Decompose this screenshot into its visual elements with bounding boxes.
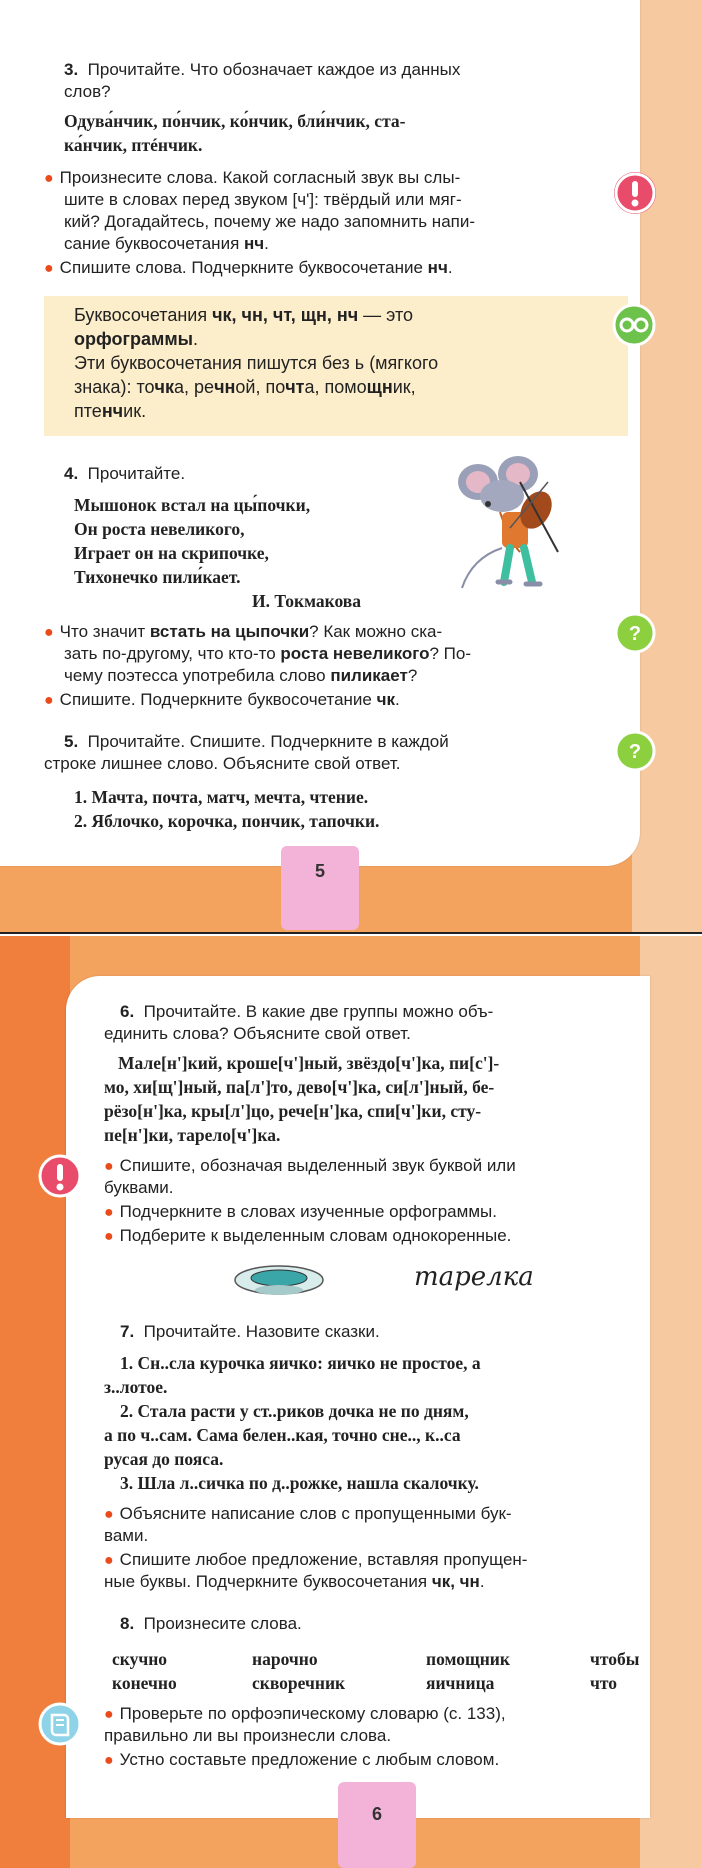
ex6-words-line1: Мале[н']кий, кроше[ч']ный, звёздо[ч']ка, пи[с']- xyxy=(118,1053,500,1073)
ex3-prompt-line1: 3. Прочитайте. Что обозначает каждое из данных xyxy=(64,60,461,79)
ex3-bullet1-line4: сание буквосочетания нч. xyxy=(64,234,269,253)
page-number: 6 xyxy=(338,1782,416,1868)
ex6-bullet1-line2: буквами. xyxy=(104,1178,174,1197)
ex4-bullet2: ● Спишите. Подчеркните буквосочетание чк. xyxy=(44,690,400,709)
rule-line4: знака): точка, речной, почта, помощник, xyxy=(74,377,416,397)
bullet-dot: ● xyxy=(44,170,54,187)
ex4-bullet1-line3: чему поэтесса употребила слово пиликает? xyxy=(64,666,418,685)
ex6-prompt-line1: 6. Прочитайте. В какие две группы можно объ- xyxy=(120,1002,494,1021)
ex7-s2-line1: 2. Стала расти у ст..риков дочка не по дням, xyxy=(120,1401,469,1421)
bullet-dot: ● xyxy=(44,692,54,709)
ex8-col1-word1: скучно xyxy=(112,1649,168,1669)
ex5-item-1: 1. Мачта, почта, матч, мечта, чтение. xyxy=(74,787,369,807)
ex7-s3: 3. Шла л..сичка по д..рожке, нашла скалочку. xyxy=(120,1473,479,1493)
question-icon xyxy=(614,612,656,654)
ex6-bullet3: ● Подберите к выделенным словам однокоренные. xyxy=(104,1226,512,1245)
handwritten-word: тарелка xyxy=(414,1262,534,1292)
ex8-bullet1-line1: ● Проверьте по орфоэпическому словарю (с. 133), xyxy=(104,1704,506,1723)
bullet-dot: ● xyxy=(44,624,54,641)
ex8-prompt: 8. Произнесите слова. xyxy=(120,1614,302,1633)
bullet-dot: ● xyxy=(104,1228,114,1245)
svg-text:?: ? xyxy=(628,741,642,763)
ex3-prompt-line2: слов? xyxy=(64,82,111,101)
ex3-bullet1-line2: шите в словах перед звуком [ч']: твёрдый или мяг- xyxy=(64,190,462,209)
ex8-bullet1-line2: правильно ли вы произнесли слова. xyxy=(104,1726,392,1745)
ex5-prompt-line1: 5. Прочитайте. Спишите. Подчеркните в каждой xyxy=(64,732,449,751)
dictionary-icon xyxy=(38,1702,80,1744)
bullet-dot: ● xyxy=(104,1158,114,1175)
ex6-words-line4: пе[н']ки, тарело[ч']ка. xyxy=(104,1125,281,1145)
ex3-bullet1-line1: ● Произнесите слова. Какой согласный звук вы слы- xyxy=(44,168,461,187)
ex5-prompt-line2: строке лишнее слово. Объясните свой ответ. xyxy=(44,754,401,773)
ex6-bullet2: ● Подчеркните в словах изученные орфограммы. xyxy=(104,1202,497,1221)
ex3-words-line2: ка́нчик, птéнчик. xyxy=(64,135,203,155)
ex7-bullet2-line1: ● Спишите любое предложение, вставляя пропущен- xyxy=(104,1550,528,1569)
bullet-dot: ● xyxy=(44,260,54,277)
ex6-prompt-line2: единить слова? Объясните свой ответ. xyxy=(104,1024,411,1043)
ex8-bullet2: ● Устно составьте предложение с любым словом. xyxy=(104,1750,500,1769)
ex7-bullet2-line2: ные буквы. Подчеркните буквосочетания чк, чн. xyxy=(104,1572,485,1591)
ex3-bullet1-line3: кий? Догадайтесь, почему же надо запомнить напи- xyxy=(64,212,476,231)
poem-line-3: Играет он на скрипочке, xyxy=(74,543,269,563)
rule-line5: птенчик. xyxy=(74,401,147,421)
rule-memo-icon xyxy=(612,303,654,345)
bullet-dot: ● xyxy=(104,1552,114,1569)
bullet-dot: ● xyxy=(104,1706,114,1723)
ex8-col4-word1: чтобы xyxy=(590,1649,640,1669)
ex8-col2-word1: нарочно xyxy=(252,1649,318,1669)
mouse-violin-illustration xyxy=(440,452,590,597)
page-6 xyxy=(0,936,702,1868)
poem-line-2: Он роста невеликого, xyxy=(74,519,245,539)
ex4-bullet1-line2: зать по-другому, что кто-то роста невеликого? По- xyxy=(64,644,471,663)
ex5-item-2: 2. Яблочко, корочка, пончик, тапочки. xyxy=(74,811,380,831)
rule-line2: орфограммы. xyxy=(74,329,199,349)
poem-author: И. Токмакова xyxy=(252,591,361,611)
ex4-prompt: 4. Прочитайте. xyxy=(64,464,186,483)
ex7-bullet1-line2: вами. xyxy=(104,1526,149,1545)
ex6-words-line3: рёзо[н']ка, кры[л']цо, рече[н']ка, спи[ч']ки, сту- xyxy=(104,1101,482,1121)
poem-line-1: Мышонок встал на цы́почки, xyxy=(74,495,311,515)
ex8-col3-word2: яичница xyxy=(426,1673,495,1693)
ex7-s2-line2: а по ч..сам. Сама белен..кая, точно сне.., к..са xyxy=(104,1425,461,1445)
question-icon xyxy=(614,730,656,772)
ex7-prompt: 7. Прочитайте. Назовите сказки. xyxy=(120,1322,380,1341)
ex8-col1-word2: конечно xyxy=(112,1673,177,1693)
rule-line3: Эти буквосочетания пишутся без ь (мягкого xyxy=(74,353,439,373)
svg-text:?: ? xyxy=(628,623,642,645)
ex7-s2-line3: русая до пояса. xyxy=(104,1449,224,1469)
ex3-words-line1: Одува́нчик, по́нчик, ко́нчик, бли́нчик, ста- xyxy=(64,111,406,131)
ex7-bullet1-line1: ● Объясните написание слов с пропущенными бук- xyxy=(104,1504,512,1523)
bullet-dot: ● xyxy=(104,1752,114,1769)
attention-icon xyxy=(614,172,656,214)
ex8-col2-word2: скворечник xyxy=(252,1673,346,1693)
poem-line-4: Тихонечко пили́кает. xyxy=(74,567,241,587)
bullet-dot: ● xyxy=(104,1506,114,1523)
plate-illustration xyxy=(232,1256,326,1300)
right-margin-strip xyxy=(632,0,702,932)
ex6-words-line2: мо, хи[щ']ный, па[л']то, дево[ч']ка, си[л']ный, бе- xyxy=(104,1077,495,1097)
ex8-col4-word2: что xyxy=(590,1673,617,1693)
ex6-bullet1-line1: ● Спишите, обозначая выделенный звук буквой или xyxy=(104,1156,516,1175)
ex4-bullet1-line1: ● Что значит встать на цыпочки? Как можно ска- xyxy=(44,622,443,641)
rule-line1: Буквосочетания чк, чн, чт, щн, нч — это xyxy=(74,305,414,325)
attention-icon xyxy=(38,1154,80,1196)
ex7-s1-line2: з..лотое. xyxy=(104,1377,168,1397)
bullet-dot: ● xyxy=(104,1204,114,1221)
ex7-s1-line1: 1. Сн..сла курочка яичко: яичко не простое, а xyxy=(120,1353,481,1373)
page-number: 5 xyxy=(281,846,359,930)
ex3-bullet2: ● Спишите слова. Подчеркните буквосочетание нч. xyxy=(44,258,453,277)
ex8-col3-word1: помощник xyxy=(426,1649,510,1669)
